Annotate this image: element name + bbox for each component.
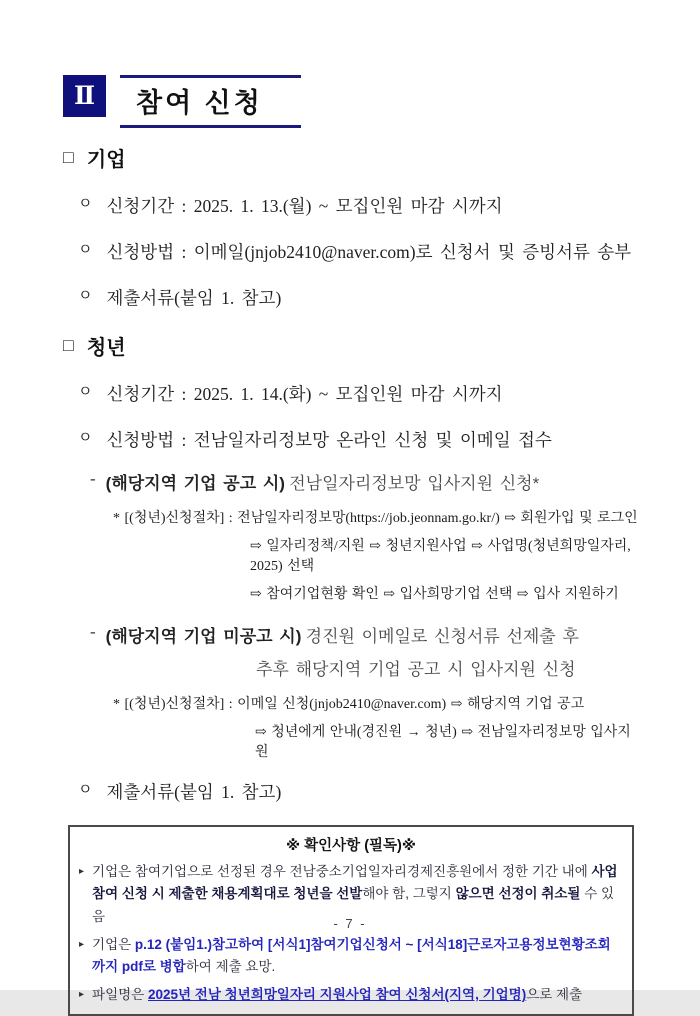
notice-title: ※ 확인사항 (필독)※: [286, 838, 416, 854]
triangle-marker-icon: ▸: [79, 866, 85, 877]
youth-section-heading: [63, 331, 641, 360]
dash-marker-icon: -: [90, 622, 96, 641]
company-section-heading: [63, 143, 641, 172]
youth-heading-label: 청년: [86, 337, 126, 359]
notice-b2-seg3: 하여 제출 요망.: [185, 959, 276, 975]
notice-bullet-2-text: [92, 934, 623, 979]
company-heading-label: 기업: [86, 149, 126, 171]
company-item-method: [78, 239, 641, 264]
notice-b1-seg4: 않으면 선정이 취소될: [455, 886, 581, 902]
case-not-announced-procedure-line1: * [(청년)신청절차] : 이메일 신청(jnjob2410@naver.com) ⇨ 해당지역 기업 공고: [113, 697, 585, 712]
company-item-period-text: 신청기간 : 2025. 1. 13.(월) ~ 모집인원 마감 시까지: [106, 196, 503, 216]
case-announced-row: [90, 469, 641, 494]
case-announced-procedure-line2: ⇨ 일자리정책/지원 ⇨ 청년지원사업 ⇨ 사업명(청년희망일자리, 2025) 선택: [250, 539, 631, 574]
case-not-announced-text-line2: 추후 해당지역 기업 공고 시 입사지원 신청: [256, 660, 576, 679]
case-not-announced-row: [90, 622, 641, 647]
circle-marker-icon: ㅇ: [78, 288, 93, 304]
notice-b2-seg2: p.12 (붙임1.)참고하여 [서식1]참여기업신청서 ~ [서식18]근로자고용정보현황조회까지 pdf로 병합: [92, 936, 611, 975]
circle-marker-icon: ㅇ: [78, 242, 93, 258]
notice-b3-seg2: 2025년 전남 청년희망일자리 지원사업 참여 신청서(지역, 기업명): [147, 987, 527, 1003]
notice-b2-seg1: 기업은: [92, 936, 135, 952]
triangle-marker-icon: ▸: [79, 989, 85, 1001]
case-announced-text: 전남일자리정보망 입사지원 신청*: [289, 474, 540, 493]
company-item-period: [78, 193, 641, 218]
youth-item-method: [78, 427, 641, 452]
company-item-documents-text: 제출서류(붙임 1. 참고): [106, 288, 282, 308]
company-item-documents: [78, 285, 641, 310]
notice-bullet-3-text: [92, 984, 623, 1006]
case-not-announced-text-line1: 경진원 이메일로 신청서류 선제출 후: [305, 627, 579, 646]
company-item-method-text: 신청방법 : 이메일(jnjob2410@naver.com)로 신청서 및 증빙서류 송부: [106, 242, 632, 262]
case-announced-procedure-line3: ⇨ 참여기업현황 확인 ⇨ 입사희망기업 선택 ⇨ 입사 지원하기: [250, 587, 619, 602]
circle-marker-icon: ㅇ: [78, 782, 93, 798]
youth-item-method-text: 신청방법 : 전남일자리정보망 온라인 신청 및 이메일 접수: [106, 430, 552, 450]
case-not-announced-procedure-line2: ⇨ 청년에게 안내(경진원 → 청년) ⇨ 전남일자리정보망 입사지원: [255, 725, 631, 760]
youth-item-period-text: 신청기간 : 2025. 1. 14.(화) ~ 모집인원 마감 시까지: [106, 384, 503, 404]
case-announced-label: (해당지역 기업 공고 시): [105, 474, 285, 493]
page-number: - 7 -: [333, 916, 367, 931]
notice-b1-seg2: 사업 참여 신청 시 제출한 채용계획대로 청년을 선발: [92, 864, 618, 902]
section-header: [63, 75, 641, 128]
circle-marker-icon: ㅇ: [78, 196, 93, 212]
notice-bullet-2: [79, 934, 623, 979]
notice-b1-seg5: 수 있음: [92, 886, 615, 924]
page-content: [63, 75, 641, 1016]
youth-item-documents-text: 제출서류(붙임 1. 참고): [106, 782, 282, 802]
circle-marker-icon: ㅇ: [78, 384, 93, 400]
circle-marker-icon: ㅇ: [78, 430, 93, 446]
case-announced-procedure-line1: * [(청년)신청절차] : 전남일자리정보망(https://job.jeonnam.go.kr/) ⇨ 회원가입 및 로그인: [113, 511, 638, 526]
notice-b1-seg3: 해야 함, 그렇지: [362, 886, 456, 902]
notice-b1-seg1: 기업은 참여기업으로 선정된 경우 전남중소기업일자리경제진흥원에서 정한 기간 내에: [92, 864, 592, 879]
notice-b3-seg3: 으로 제출: [526, 987, 583, 1003]
triangle-marker-icon: ▸: [79, 938, 85, 950]
notice-b3-seg1: 파일명은: [92, 987, 148, 1003]
youth-item-documents: [78, 779, 641, 804]
case-not-announced-label: (해당지역 기업 미공고 시): [105, 627, 302, 646]
youth-item-period: [78, 381, 641, 406]
dash-marker-icon: -: [90, 469, 96, 488]
square-marker-icon: □: [63, 147, 74, 167]
notice-bullet-3: [79, 984, 623, 1006]
page-title: 참여 신청: [120, 75, 301, 128]
square-marker-icon: □: [63, 335, 74, 355]
section-numeral-badge: Ⅱ: [63, 75, 106, 117]
